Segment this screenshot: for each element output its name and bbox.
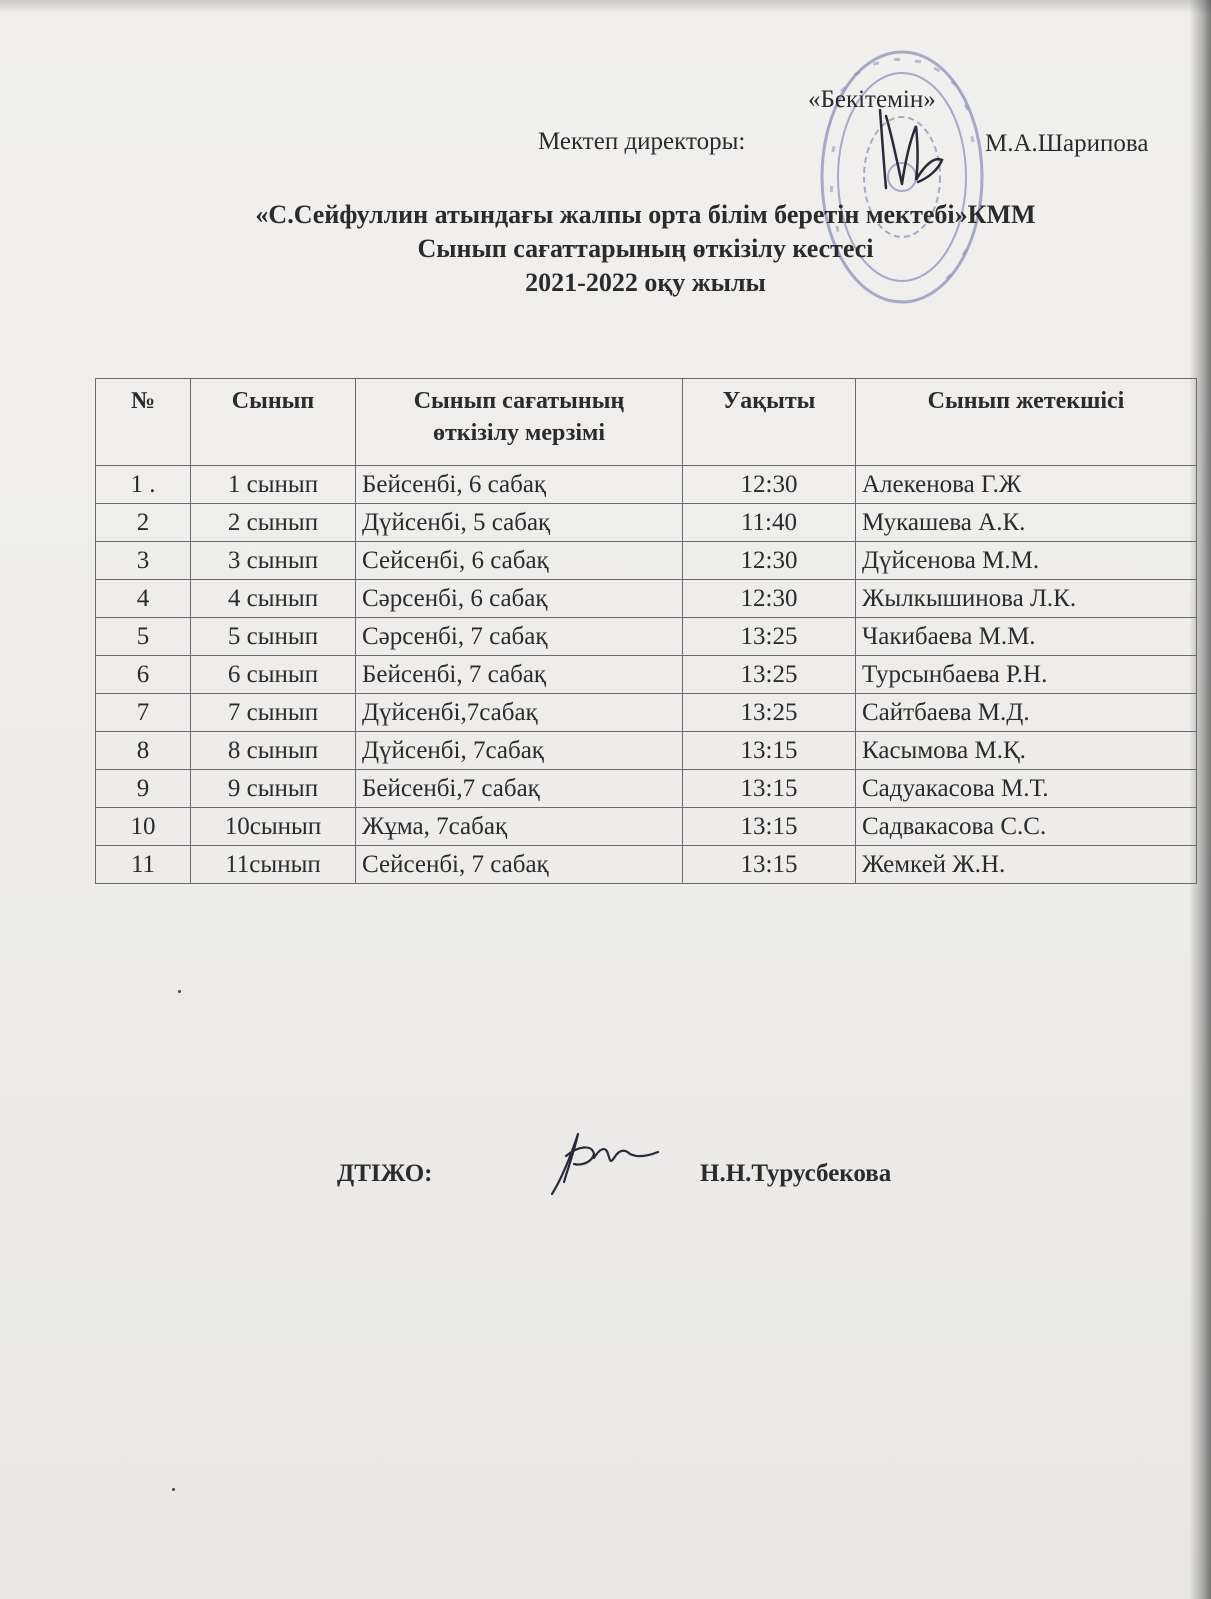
header-time: Уақыты (683, 379, 856, 466)
cell-num: 6 (96, 656, 191, 694)
table-row (96, 732, 1197, 770)
document-title (40, 198, 1211, 300)
cell-num: 4 (96, 580, 191, 618)
cell-day: Бейсенбі,7 сабақ (356, 770, 683, 808)
cell-num: 3 (96, 542, 191, 580)
cell-teacher: Жемкей Ж.Н. (856, 846, 1197, 884)
cell-day: Жұма, 7сабақ (356, 808, 683, 846)
table-row (96, 808, 1197, 846)
table-row (96, 846, 1197, 884)
cell-num: 5 (96, 618, 191, 656)
cell-day: Сәрсенбі, 6 сабақ (356, 580, 683, 618)
footer-person-name: Н.Н.Турусбекова (700, 1160, 892, 1187)
table-row (96, 656, 1197, 694)
cell-teacher: Чакибаева М.М. (856, 618, 1197, 656)
cell-num: 10 (96, 808, 191, 846)
paper-speck (178, 990, 181, 993)
cell-teacher: Сайтбаева М.Д. (856, 694, 1197, 732)
cell-day: Дүйсенбі,7сабақ (356, 694, 683, 732)
cell-num: 11 (96, 846, 191, 884)
cell-teacher: Садуакасова М.Т. (856, 770, 1197, 808)
cell-class: 10сынып (191, 808, 356, 846)
schedule-table (95, 378, 1197, 884)
cell-num: 1 . (96, 466, 191, 504)
approval-label: «Бекітемін» (808, 86, 936, 113)
cell-class: 3 сынып (191, 542, 356, 580)
cell-class: 8 сынып (191, 732, 356, 770)
director-label: Мектеп директоры: (538, 128, 746, 155)
header-teacher: Сынып жетекшісі (856, 379, 1197, 466)
table-header-row (96, 379, 1197, 466)
cell-class: 7 сынып (191, 694, 356, 732)
cell-day: Сейсенбі, 7 сабақ (356, 846, 683, 884)
cell-num: 7 (96, 694, 191, 732)
cell-day: Сәрсенбі, 7 сабақ (356, 618, 683, 656)
cell-class: 4 сынып (191, 580, 356, 618)
cell-teacher: Касымова М.Қ. (856, 732, 1197, 770)
cell-teacher: Мукашева А.К. (856, 504, 1197, 542)
cell-class: 2 сынып (191, 504, 356, 542)
title-schedule: Сынып сағаттарының өткізілу кестесі (417, 234, 874, 263)
cell-day: Дүйсенбі, 7сабақ (356, 732, 683, 770)
cell-time: 13:15 (683, 732, 856, 770)
cell-teacher: Дүйсенова М.М. (856, 542, 1197, 580)
cell-class: 6 сынып (191, 656, 356, 694)
cell-teacher: Турсынбаева Р.Н. (856, 656, 1197, 694)
cell-day: Бейсенбі, 6 сабақ (356, 466, 683, 504)
cell-time: 13:15 (683, 846, 856, 884)
table-row (96, 466, 1197, 504)
cell-class: 11сынып (191, 846, 356, 884)
cell-class: 9 сынып (191, 770, 356, 808)
cell-time: 13:25 (683, 618, 856, 656)
footer-position-label: ДТІЖО: (337, 1160, 433, 1187)
cell-class: 1 сынып (191, 466, 356, 504)
cell-time: 13:25 (683, 656, 856, 694)
deputy-signature-icon (548, 1128, 660, 1198)
table-row (96, 542, 1197, 580)
header-date-line1: Сынып сағатының (413, 388, 625, 414)
table-row (96, 504, 1197, 542)
header-num: № (96, 379, 191, 466)
cell-num: 2 (96, 504, 191, 542)
table-row (96, 580, 1197, 618)
table-row (96, 694, 1197, 732)
cell-time: 12:30 (683, 466, 856, 504)
cell-day: Сейсенбі, 6 сабақ (356, 542, 683, 580)
cell-teacher: Алекенова Г.Ж (856, 466, 1197, 504)
director-name: М.А.Шарипова (985, 130, 1149, 157)
cell-day: Дүйсенбі, 5 сабақ (356, 504, 683, 542)
cell-time: 13:15 (683, 770, 856, 808)
cell-time: 13:25 (683, 694, 856, 732)
paper-top-shadow (0, 0, 1211, 14)
cell-teacher: Садвакасова С.С. (856, 808, 1197, 846)
header-class: Сынып (191, 379, 356, 466)
header-date (356, 379, 683, 466)
paper-speck (172, 1488, 175, 1491)
cell-class: 5 сынып (191, 618, 356, 656)
cell-time: 13:15 (683, 808, 856, 846)
title-school: «С.Сейфуллин атындағы жалпы орта білім беретін мектебі»КММ (255, 200, 1036, 229)
cell-day: Бейсенбі, 7 сабақ (356, 656, 683, 694)
header-date-line2: өткізілу мерзімі (432, 420, 606, 446)
cell-teacher: Жылкышинова Л.К. (856, 580, 1197, 618)
table-row (96, 770, 1197, 808)
cell-time: 12:30 (683, 542, 856, 580)
cell-time: 11:40 (683, 504, 856, 542)
table-row (96, 618, 1197, 656)
cell-time: 12:30 (683, 580, 856, 618)
cell-num: 8 (96, 732, 191, 770)
cell-num: 9 (96, 770, 191, 808)
title-year: 2021-2022 оқу жылы (525, 268, 766, 297)
